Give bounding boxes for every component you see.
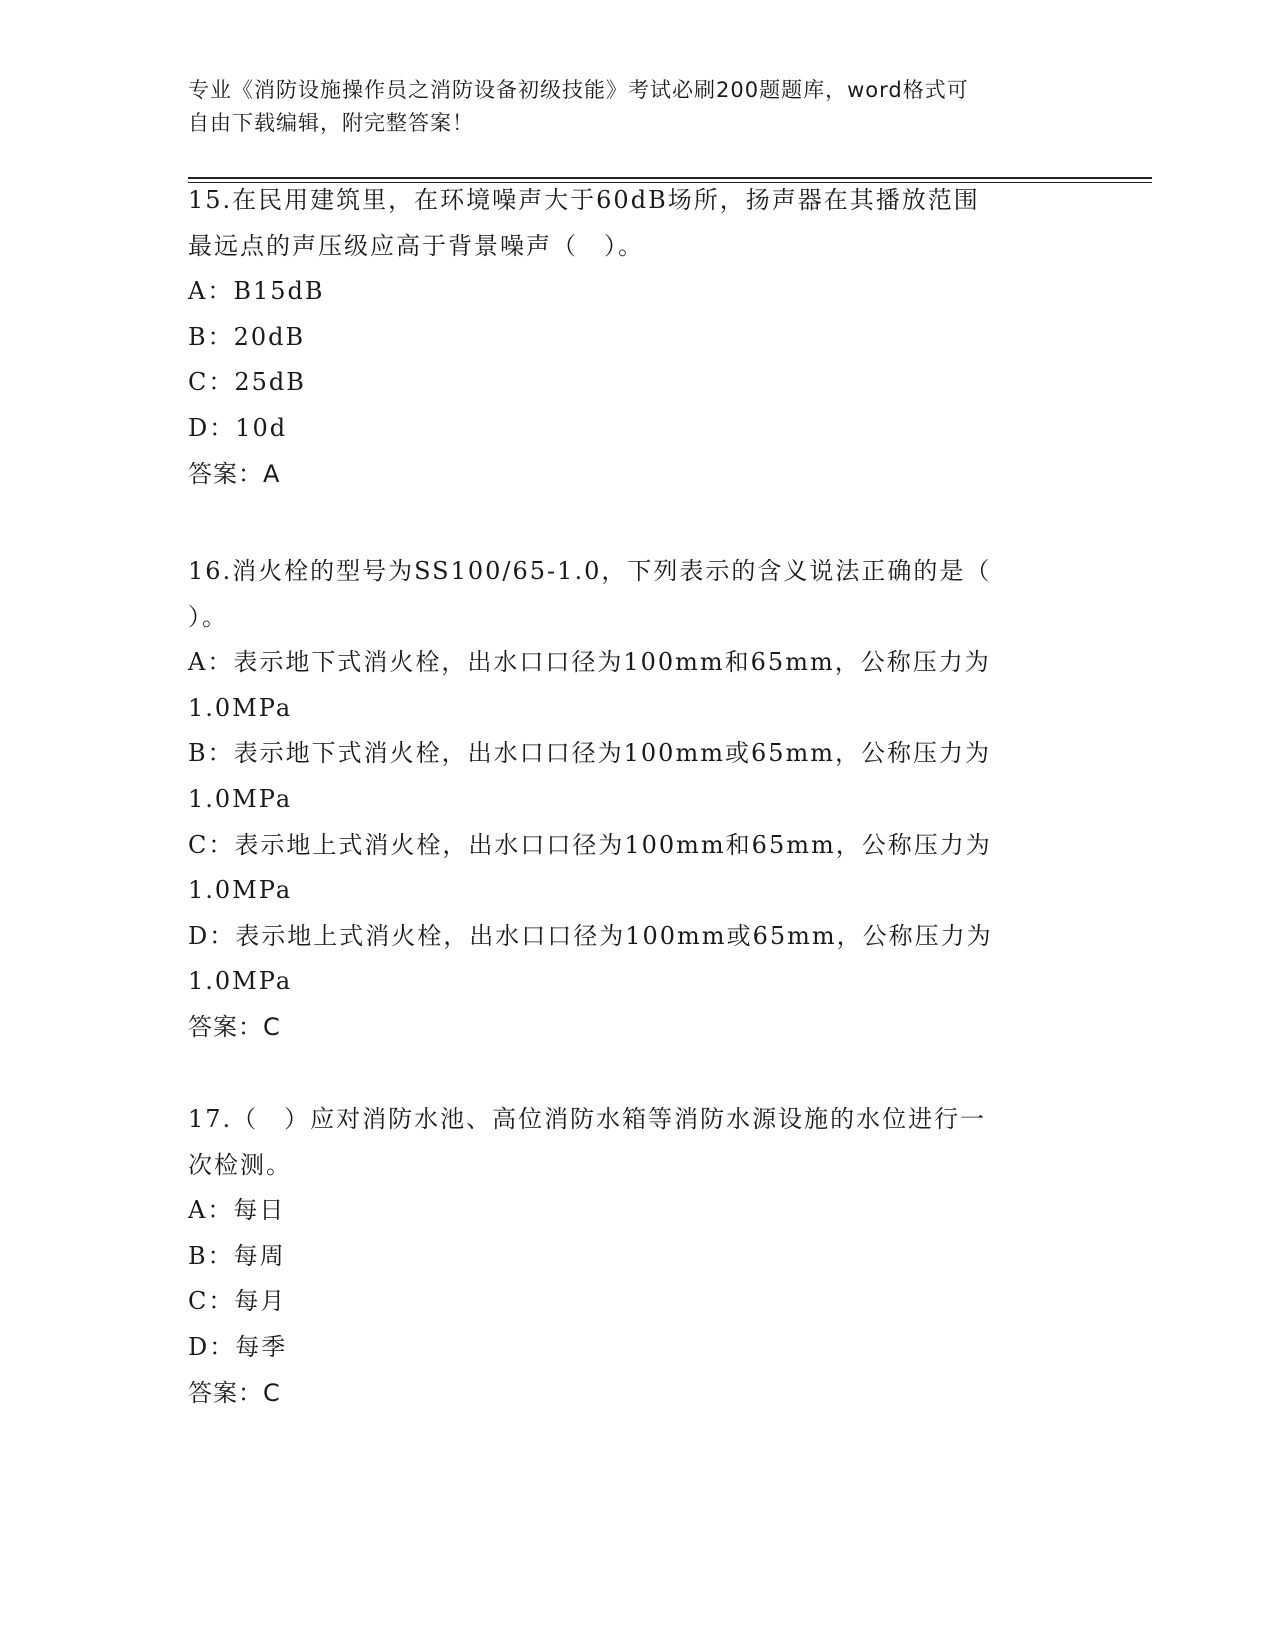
question-stem-line: 次检测。	[188, 1150, 292, 1179]
option-c: C：每月	[188, 1287, 287, 1316]
option-a: A：每日	[188, 1196, 286, 1225]
option-d: D：10d	[188, 413, 288, 442]
option-b: B：每周	[188, 1241, 286, 1270]
option-b: B：20dB	[188, 322, 306, 351]
answer-line: 答案：C	[188, 1378, 281, 1407]
option-d: D：每季	[188, 1332, 288, 1361]
option-b: B：表示地下式消火栓，出水口口径为100mm或65mm，公称压力为	[188, 739, 992, 768]
question-15	[188, 178, 1088, 497]
option-a: A：表示地下式消火栓，出水口口径为100mm和65mm，公称压力为	[188, 648, 991, 677]
question-16	[188, 549, 1088, 1051]
option-c: C：表示地上式消火栓，出水口口径为100mm和65mm，公称压力为	[188, 830, 992, 859]
option-a-continued: 1.0MPa	[188, 693, 293, 722]
question-stem-line: 16.消火栓的型号为SS100/65-1.0，下列表示的含义说法正确的是（	[188, 557, 992, 585]
header-line-1: 专业《消防设施操作员之消防设备初级技能》考试必刷200题题库，word格式可	[188, 78, 969, 102]
option-d-continued: 1.0MPa	[188, 967, 293, 996]
option-b-continued: 1.0MPa	[188, 784, 293, 813]
option-c-continued: 1.0MPa	[188, 876, 293, 905]
option-a: A：B15dB	[188, 277, 325, 306]
question-stem-line: 最远点的声压级应高于背景噪声（ ）。	[188, 231, 644, 260]
question-17	[188, 1097, 1088, 1416]
question-stem-line: 15.在民用建筑里，在环境噪声大于60dB场所，扬声器在其播放范围	[188, 186, 980, 214]
question-stem-line: 17.（ ）应对消防水池、高位消防水箱等消防水源设施的水位进行一	[188, 1105, 987, 1133]
question-stem-line: ）。	[188, 602, 228, 631]
document-header	[188, 74, 1068, 140]
option-c: C：25dB	[188, 368, 306, 397]
option-d: D：表示地上式消火栓，出水口口径为100mm或65mm，公称压力为	[188, 921, 993, 950]
header-line-2: 自由下载编辑，附完整答案！	[188, 111, 474, 135]
answer-line: 答案：A	[188, 459, 281, 488]
answer-line: 答案：C	[188, 1012, 281, 1041]
